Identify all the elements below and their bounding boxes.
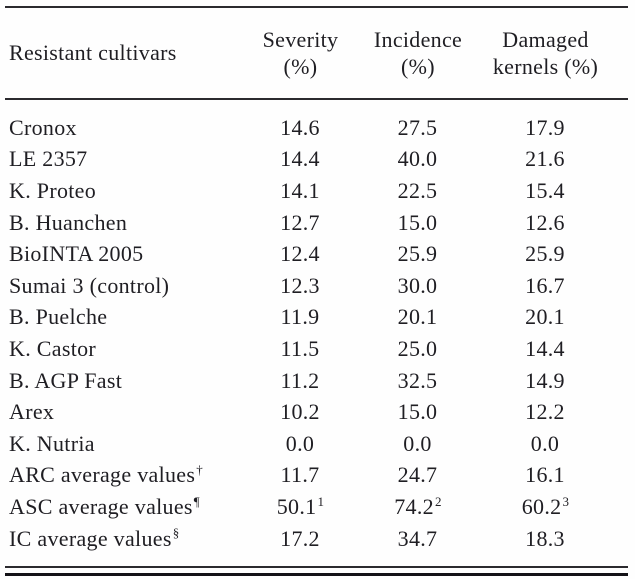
incidence-value: 20.1 [397,304,438,330]
cultivar-name: B. Puelche [9,304,108,330]
cultivar-name: ASC average values¶ [9,493,200,519]
damaged-value: 18.3 [525,525,565,551]
header-separator-rule [5,98,628,100]
header-severity [248,26,353,80]
incidence-value: 25.9 [397,241,438,267]
table-row [5,460,628,492]
severity-value: 0.0 [285,430,315,456]
table-row [5,396,628,428]
damaged-value: 16.1 [525,462,565,488]
table-row [5,428,628,460]
header-damaged-line2: kernels (%) [492,54,599,79]
cultivar-name: Sumai 3 (control) [9,272,170,298]
header-damaged-line1: Damaged [502,27,589,52]
severity-value: 11.2 [280,367,320,393]
footnote-marker: § [172,525,180,541]
value-superscript: 2 [434,493,442,509]
incidence-value: 24.7 [397,462,438,488]
header-damaged-kernels [483,26,608,80]
header-incidence-line2: (%) [401,54,435,79]
damaged-value: 60.2$^3$ [521,493,570,519]
cultivar-name: Cronox [9,114,77,140]
table-header [5,8,628,98]
value-superscript: 3 [562,493,570,509]
damaged-value: 21.6 [525,146,565,172]
severity-value: 11.9 [280,304,320,330]
cultivar-name: K. Castor [9,335,97,361]
table-row [5,207,628,239]
table-row [5,523,628,555]
damaged-value: 12.6 [525,209,565,235]
header-incidence [353,26,483,80]
incidence-value: 15.0 [397,209,438,235]
incidence-value: 15.0 [397,399,438,425]
table-row [5,112,628,144]
cultivar-name: Arex [9,399,55,425]
table-body [5,112,628,554]
incidence-value: 32.5 [397,367,438,393]
header-severity-line2: (%) [283,54,318,79]
table-row [5,144,628,176]
damaged-value: 16.7 [525,272,565,298]
table-row [5,238,628,270]
damaged-value: 0.0 [530,430,560,456]
damaged-value: 25.9 [525,241,565,267]
table-row [5,302,628,334]
cultivar-name: BioINTA 2005 [9,241,144,267]
damaged-value: 17.9 [525,114,565,140]
severity-value: 10.2 [280,399,320,425]
cultivar-name: ARC average values† [9,462,204,488]
severity-value: 14.1 [280,177,320,203]
damaged-value: 15.4 [525,177,565,203]
incidence-value: 27.5 [397,114,438,140]
severity-value: 12.7 [280,209,320,235]
severity-value: 17.2 [280,525,320,551]
cultivar-name: IC average values§ [9,525,180,551]
incidence-value: 34.7 [397,525,438,551]
header-severity-line1: Severity [262,27,339,52]
severity-value: 50.1$^1$ [276,493,325,519]
table-row [5,491,628,523]
footnote-marker: † [196,462,204,477]
bottom-rule-thin [5,566,628,568]
cultivar-name: LE 2357 [9,146,88,172]
table-row [5,175,628,207]
table-row [5,333,628,365]
header-incidence-line1: Incidence [373,27,463,52]
incidence-value: 40.0 [397,146,438,172]
table-row [5,270,628,302]
severity-value: 11.5 [280,335,320,361]
incidence-value: 30.0 [397,272,438,298]
incidence-value: 22.5 [397,177,438,203]
header-resistant-cultivars: Resistant cultivars [9,40,177,65]
incidence-value: 0.0 [403,430,432,456]
footnote-marker: ¶ [193,493,200,509]
table-row [5,365,628,397]
damaged-value: 12.2 [525,399,565,425]
damaged-value: 20.1 [525,304,565,330]
cultivar-name: B. Huanchen [9,209,128,235]
incidence-value: 74.2$^2$ [394,493,442,519]
severity-value: 11.7 [280,462,320,488]
bottom-rule-thick [5,573,628,576]
severity-value: 14.6 [280,114,320,140]
incidence-value: 25.0 [397,335,438,361]
cultivar-name: K. Proteo [9,177,97,203]
severity-value: 12.3 [280,272,320,298]
cultivar-name: B. AGP Fast [9,367,123,393]
severity-value: 14.4 [280,146,320,172]
damaged-value: 14.4 [525,335,565,361]
cultivar-name: K. Nutria [9,430,95,456]
value-superscript: 1 [317,493,325,509]
severity-value: 12.4 [280,241,320,267]
damaged-value: 14.9 [525,367,565,393]
